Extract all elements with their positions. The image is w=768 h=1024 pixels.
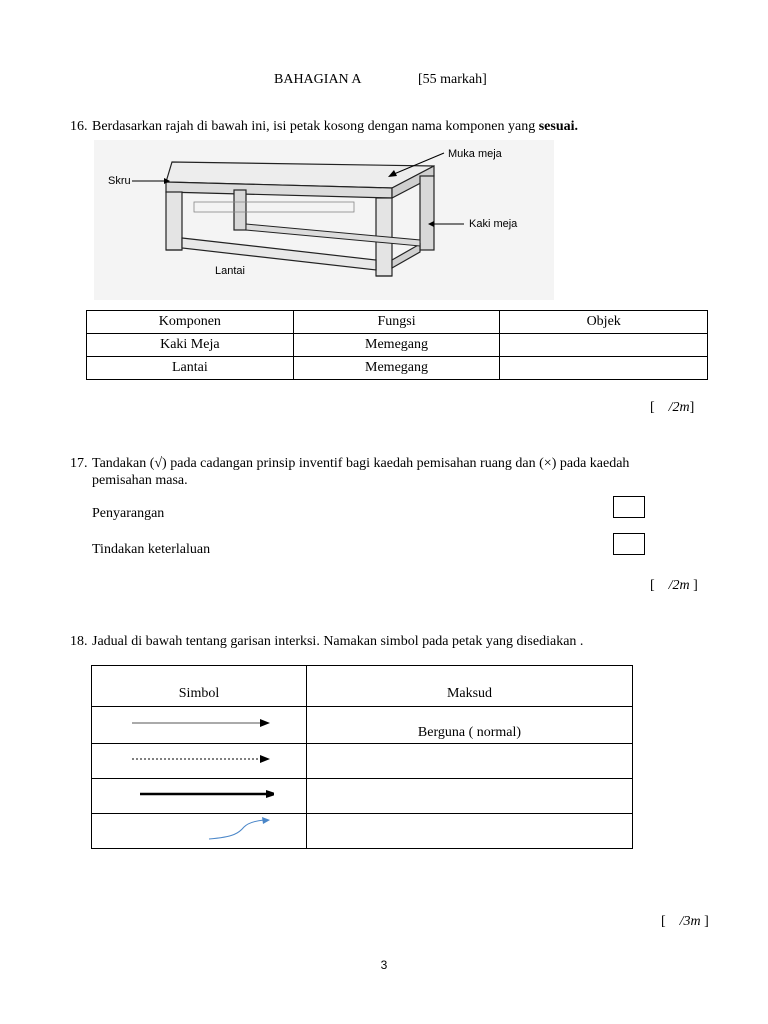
curved-arrow-icon bbox=[124, 815, 274, 843]
table-row bbox=[92, 779, 633, 814]
symbol-cell bbox=[92, 744, 307, 779]
answer-box-penyarangan[interactable] bbox=[613, 496, 645, 518]
dashed-arrow-icon bbox=[124, 752, 274, 766]
question-number: 18. bbox=[70, 634, 88, 649]
meaning-cell: Berguna ( normal) bbox=[307, 707, 633, 744]
label-lantai: Lantai bbox=[215, 265, 245, 277]
marks-q18: [ /3m ] bbox=[661, 914, 709, 929]
table-row bbox=[87, 334, 708, 357]
header-maksud: Maksud bbox=[307, 666, 633, 707]
component-table bbox=[86, 310, 708, 380]
table-row bbox=[87, 357, 708, 380]
front-left-leg bbox=[166, 192, 182, 250]
cell-fungsi: Memegang bbox=[293, 334, 500, 357]
header-objek: Objek bbox=[500, 311, 708, 334]
question-text: Jadual di bawah tentang garisan interksi. Namakan simbol pada petak yang disediakan . bbox=[92, 634, 584, 649]
question-18 bbox=[70, 633, 710, 650]
table-row bbox=[92, 707, 633, 744]
marks-q16: [ /2m] bbox=[650, 400, 695, 415]
table-row bbox=[92, 744, 633, 779]
marks-q17: [ /2m ] bbox=[650, 578, 698, 593]
meaning-answer-cell[interactable] bbox=[307, 779, 633, 814]
cell-komponen: Lantai bbox=[87, 357, 294, 380]
meaning-answer-cell[interactable] bbox=[307, 814, 633, 849]
option-label: Penyarangan bbox=[92, 506, 165, 521]
question-number: 16. bbox=[70, 119, 88, 134]
symbol-cell bbox=[92, 707, 307, 744]
question-text-bold: sesuai. bbox=[538, 119, 579, 134]
question-text-line1: Tandakan (√) pada cadangan prinsip inventif bagi kaedah pemisahan ruang dan (×) pada kaedah bbox=[92, 456, 630, 471]
table-header-row bbox=[92, 666, 633, 707]
header-simbol: Simbol bbox=[92, 666, 307, 707]
question-text: Berdasarkan rajah di bawah ini, isi petak kosong dengan nama komponen yang bbox=[92, 119, 539, 134]
thick-arrow-icon bbox=[124, 787, 274, 801]
section-marks: [55 markah] bbox=[418, 72, 487, 87]
table-header-row bbox=[87, 311, 708, 334]
table-row bbox=[92, 814, 633, 849]
question-17 bbox=[70, 455, 710, 489]
symbol-cell bbox=[92, 779, 307, 814]
symbol-table bbox=[91, 665, 633, 849]
cell-fungsi: Memegang bbox=[293, 357, 500, 380]
answer-box-tindakan[interactable] bbox=[613, 533, 645, 555]
cell-objek-answer[interactable] bbox=[500, 357, 708, 380]
meaning-answer-cell[interactable] bbox=[307, 744, 633, 779]
question-16 bbox=[70, 118, 710, 135]
label-kaki-meja: Kaki meja bbox=[469, 218, 518, 230]
symbol-cell bbox=[92, 814, 307, 849]
header-fungsi: Fungsi bbox=[293, 311, 500, 334]
question-text-line2: pemisahan masa. bbox=[92, 473, 188, 488]
question-number: 17. bbox=[70, 456, 88, 471]
label-muka-meja: Muka meja bbox=[448, 148, 502, 160]
label-skru: Skru bbox=[108, 175, 131, 187]
thin-arrow-icon bbox=[124, 716, 274, 730]
section-title: BAHAGIAN A bbox=[274, 72, 362, 87]
cell-objek-answer[interactable] bbox=[500, 334, 708, 357]
header-komponen: Komponen bbox=[87, 311, 294, 334]
option-label: Tindakan keterlaluan bbox=[92, 542, 211, 557]
page-number: 3 bbox=[380, 958, 388, 972]
cell-komponen: Kaki Meja bbox=[87, 334, 294, 357]
